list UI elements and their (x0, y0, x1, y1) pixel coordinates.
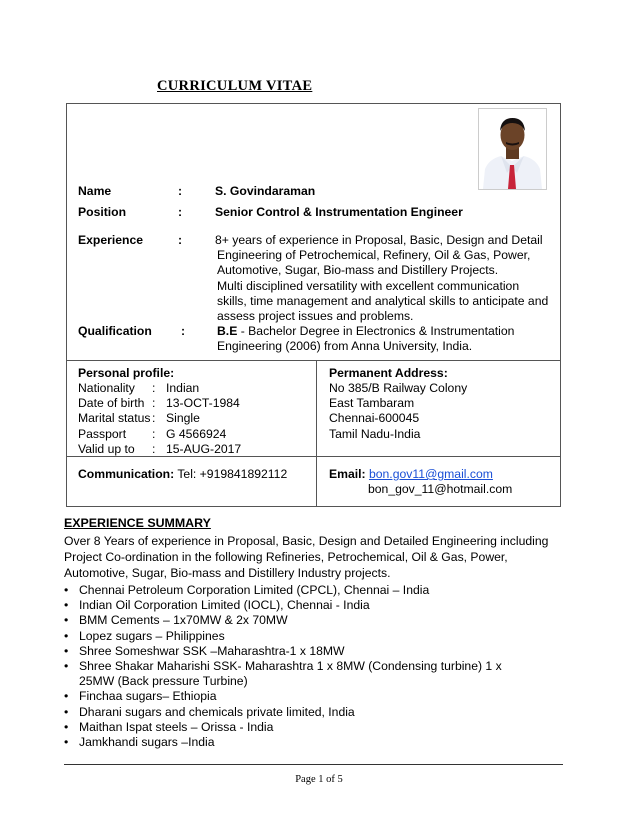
list-item-text: Maithan Ispat steels – Orissa - India (79, 719, 274, 734)
position-value: Senior Control & Instrumentation Engineer (215, 205, 463, 219)
list-item-text: Shree Shakar Maharishi SSK- Maharashtra 1 x 8MW (Condensing turbine) 1 x 25MW (Back pressure Turbine) (79, 659, 502, 689)
page-number: Page 1 of 5 (295, 774, 343, 785)
bullet-icon: • (64, 643, 69, 658)
personal-value: 13-OCT-1984 (166, 396, 240, 411)
profile-photo (478, 108, 547, 190)
experience-summary-paragraph: Over 8 Years of experience in Proposal, Basic, Design and Detailed Engineering including Project Co-ordination in the following Refineries, Petrochemical, Oil & Gas, Power, Automotive, Sugar, Bio-mass and Distillery Industry projects. (64, 534, 549, 580)
footer-divider (64, 764, 563, 765)
qualification-degree: B.E (217, 324, 238, 338)
qualification-line1: - Bachelor Degree in Electronics & Instrumentation (237, 324, 515, 338)
list-item (64, 644, 569, 659)
list-item (64, 613, 569, 628)
telephone: Tel: +919841892112 (177, 467, 288, 481)
experience-text (215, 233, 548, 324)
experience-line: Automotive, Sugar, Bio-mass and Distillery Projects. (217, 263, 499, 278)
list-item (64, 659, 534, 689)
personal-colon: : (152, 441, 156, 456)
qualification-label: Qualification (78, 324, 152, 338)
bullet-icon: • (64, 689, 69, 704)
personal-row (78, 426, 227, 442)
personal-heading: Personal profile: (78, 366, 175, 380)
bullet-icon: • (64, 583, 69, 597)
personal-value: Single (166, 411, 200, 426)
list-item (64, 735, 569, 750)
address-lines (329, 381, 467, 442)
name-value: S. Govindaraman (215, 184, 316, 198)
list-item-text: Jamkhandi sugars –India (79, 735, 215, 750)
name-label: Name (78, 184, 112, 198)
personal-label: Nationality (78, 381, 135, 395)
person-photo-icon (479, 109, 546, 189)
list-item-text: Indian Oil Corporation Limited (IOCL), Chennai - India (79, 598, 370, 613)
personal-row (78, 411, 200, 426)
experience-line: Multi disciplined versatility with excellent communication (217, 278, 520, 293)
row-divider (67, 456, 560, 457)
column-divider (316, 360, 317, 506)
bullet-icon: • (64, 628, 69, 643)
list-item-text: Lopez sugars – Philippines (79, 628, 225, 643)
document-title: CURRICULUM VITAE (157, 78, 313, 94)
bullet-icon: • (64, 613, 69, 628)
bullet-icon: • (64, 659, 69, 674)
experience-line: Engineering of Petrochemical, Refinery, Oil & Gas, Power, (217, 248, 531, 263)
address-line: Chennai-600045 (329, 411, 420, 426)
list-item (64, 689, 569, 704)
list-item (64, 598, 569, 613)
qualification-line2: Engineering (2006) from Anna University, India. (217, 339, 473, 354)
qualification-colon: : (181, 324, 186, 338)
personal-colon: : (152, 411, 156, 426)
list-item-text: Finchaa sugars– Ethiopia (79, 689, 217, 704)
email-link[interactable]: bon.gov11@gmail.com (368, 467, 493, 481)
personal-rows (78, 381, 242, 457)
address-line: Tamil Nadu-India (329, 426, 421, 441)
bullet-icon: • (64, 704, 69, 719)
communication-label: Communication: (78, 467, 175, 481)
position-label: Position (78, 205, 127, 219)
email-block (329, 467, 512, 497)
list-item-text: BMM Cements – 1x70MW & 2x 70MW (79, 613, 288, 628)
experience-line: skills, time management and analytical skills to anticipate and (217, 293, 549, 308)
qualification-text (217, 324, 514, 354)
personal-label: Marital status (78, 411, 151, 426)
cv-table (66, 103, 561, 507)
list-item (64, 583, 569, 598)
personal-label: Valid up to (78, 441, 135, 456)
communication (78, 467, 287, 481)
email-label: Email: (329, 467, 366, 481)
position-colon: : (178, 205, 183, 219)
experience-line: 8+ years of experience in Proposal, Basic, Design and Detail (215, 233, 543, 247)
personal-row (78, 381, 200, 396)
list-item-text: Shree Someshwar SSK –Maharashtra-1 x 18MW (79, 643, 345, 658)
list-item (64, 720, 569, 735)
personal-colon: : (152, 381, 156, 395)
address-line: East Tambaram (329, 396, 415, 411)
list-item-text: Dharani sugars and chemicals private limited, India (79, 704, 355, 719)
address-heading: Permanent Address: (329, 366, 448, 380)
address-line: No 385/B Railway Colony (329, 381, 468, 395)
personal-value: G 4566924 (166, 426, 227, 441)
personal-row (78, 441, 242, 457)
bullet-icon: • (64, 719, 69, 734)
personal-colon: : (152, 426, 156, 441)
list-item (64, 629, 569, 644)
project-list (64, 583, 569, 750)
experience-line: assess project issues and problems. (217, 309, 414, 324)
list-item-text: Chennai Petroleum Corporation Limited (CPCL), Chennai – India (79, 583, 430, 597)
personal-row (78, 396, 240, 411)
name-colon: : (178, 184, 183, 198)
bullet-icon: • (64, 598, 69, 613)
personal-value: Indian (166, 381, 200, 395)
personal-label: Date of birth (78, 396, 145, 411)
bullet-icon: • (64, 735, 69, 750)
row-divider (67, 360, 560, 361)
list-item (64, 705, 569, 720)
personal-colon: : (152, 396, 156, 411)
personal-value: 15-AUG-2017 (166, 441, 242, 456)
experience-summary-heading: EXPERIENCE SUMMARY (64, 516, 211, 530)
experience-label: Experience (78, 233, 144, 247)
email-secondary: bon_gov_11@hotmail.com (368, 482, 513, 497)
experience-colon: : (178, 233, 183, 247)
personal-label: Passport (78, 426, 127, 441)
